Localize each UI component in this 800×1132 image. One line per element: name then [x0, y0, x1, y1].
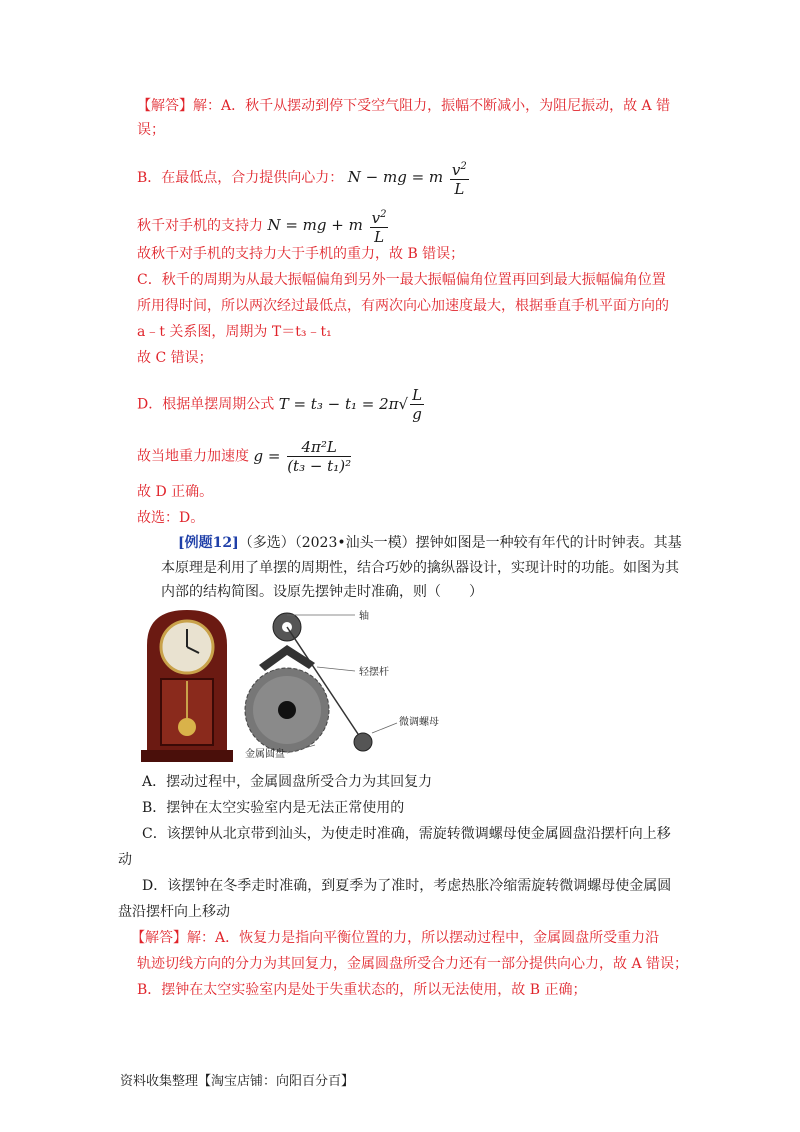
equation-b1: N − mg = m $\frac{v^2}{L}$	[348, 168, 471, 186]
label-nut: 微调螺母	[399, 717, 439, 728]
option-b: B．摆钟在太空实验室内是无法正常使用的	[142, 800, 405, 816]
mechanism-diagram	[245, 609, 439, 760]
label-axis: 轴	[359, 611, 369, 622]
answer1-line-a1: 【解答】解：A．秋千从摆动到停下受空气阻力，振幅不断减小，为阻尼振动，故 A 错	[137, 98, 671, 114]
option-a: A．摆动过程中，金属圆盘所受合力为其回复力	[142, 774, 433, 790]
answer1-line-b3: 故秋千对手机的支持力大于手机的重力，故 B 错误；	[137, 246, 465, 262]
option-d-line1: D．该摆钟在冬季走时准确，到夏季为了准时，考虑热胀冷缩需旋转微调螺母使金属圆	[142, 878, 672, 894]
option-d-line2: 盘沿摆杆向上移动	[118, 904, 230, 920]
example12-line1: [例题12]（多选）（2023•汕头一模）摆钟如图是一种较有年代的计时钟表。其基	[178, 535, 682, 551]
option-c-line2: 动	[118, 852, 132, 868]
pendulum-clock-figure	[137, 605, 557, 765]
answer1-line-c2: 所用得时间，所以两次经过最低点，有两次向心加速度最大，根据垂直手机平面方向的	[137, 298, 669, 314]
label-rod: 轻摆杆	[359, 667, 389, 678]
label-disc: 金属圆盘	[245, 749, 285, 760]
answer1-line-b2: 秋千对手机的支持力 N = mg + m $\frac{v^2}{L}$	[137, 206, 390, 246]
equation-b2: N = mg + m $\frac{v^2}{L}$	[267, 216, 390, 234]
answer-tag: 【解答】	[137, 98, 193, 114]
answer1-line-c3: a﹣t 关系图，周期为 T＝t₃﹣t₁	[137, 324, 332, 340]
equation-d1: T = t₃ − t₁ = 2π√ $\frac{L}{g}$	[278, 386, 423, 423]
answer-tag-2: 【解答】	[131, 930, 187, 946]
answer1-line-d1: D．根据单摆周期公式 T = t₃ − t₁ = 2π√ $\frac{L}{g}$	[137, 386, 426, 423]
answer1-line-select: 故选：D。	[137, 510, 205, 526]
pendulum-clock-diagram	[137, 605, 557, 765]
answer1-line-c4: 故 C 错误；	[137, 350, 213, 366]
answer1-line-b: B．在最低点，合力提供向心力： N − mg = m $\frac{v^2}{L}$	[137, 158, 471, 198]
escape-wheel	[245, 668, 329, 752]
example12-line2: 本原理是利用了单摆的周期性，结合巧妙的擒纵器设计，实现计时的功能。如图为其	[161, 560, 679, 576]
answer1-line-d2: 故当地重力加速度 g = $\frac{\text{4π²L}}{\text{(t₃ − t₁)²}}$	[137, 438, 352, 475]
answer2-line-b: B．摆钟在太空实验室内是处于失重状态的，所以无法使用，故 B 正确；	[137, 982, 587, 998]
option-c-line1: C．该摆钟从北京带到汕头，为使走时准确，需旋转微调螺母使金属圆盘沿摆杆向上移	[142, 826, 671, 842]
clock-photo	[141, 610, 233, 762]
answer1-line-a2: 误；	[137, 122, 165, 138]
equation-d2: g = $\frac{\text{4π²L}}{\text{(t₃ − t₁)²}}$	[253, 438, 352, 475]
answer2-line-a2: 轨迹切线方向的分力为其回复力，金属圆盘所受合力还有一部分提供向心力，故 A 错误；	[137, 956, 689, 972]
page-footer: 资料收集整理【淘宝店铺：向阳百分百】	[120, 1074, 355, 1089]
example-tag: [例题12]	[178, 535, 239, 551]
example12-line3: 内部的结构简图。设原先摆钟走时准确，则（ ）	[161, 584, 483, 600]
answer1-line-c1: C．秋千的周期为从最大振幅偏角到另外一最大振幅偏角位置再回到最大振幅偏角位置	[137, 272, 666, 288]
answer1-line-d3: 故 D 正确。	[137, 484, 214, 500]
answer2-line-a1: 【解答】解：A．恢复力是指向平衡位置的力，所以摆动过程中，金属圆盘所受重力沿	[131, 930, 660, 946]
